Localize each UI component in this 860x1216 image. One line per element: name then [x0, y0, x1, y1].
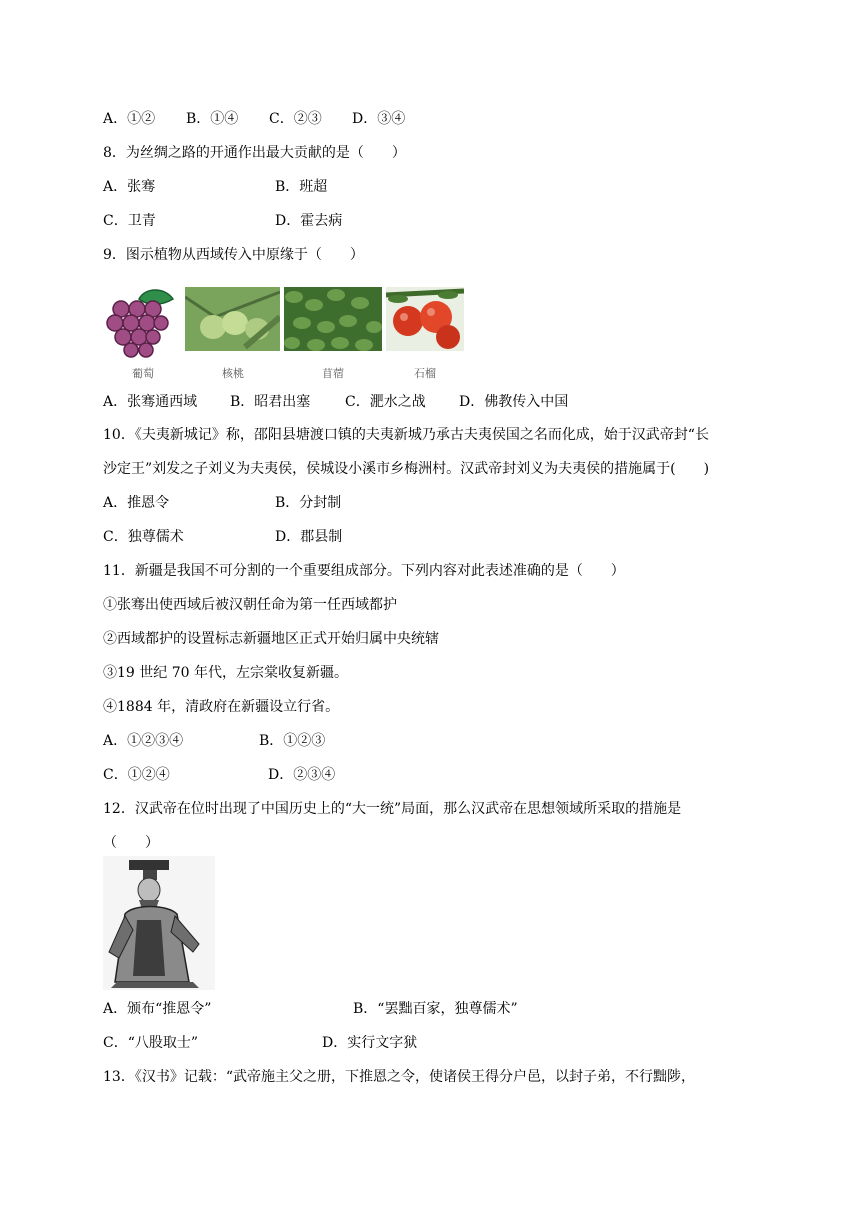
q9-stem: 9．图示植物从西域传入中原缘于（ ） — [103, 247, 364, 263]
q9-option-d: D．佛教传入中国 — [459, 394, 569, 410]
caption-walnut: 核桃 — [222, 367, 244, 380]
q8-option-c: C．卫青 — [103, 213, 156, 229]
q10-option-a: A．推恩令 — [103, 495, 170, 511]
q11-statement-3: ③19 世纪 70 年代，左宗棠收复新疆。 — [103, 665, 348, 681]
q12-option-c: C．“八股取士” — [103, 1035, 199, 1051]
q10-stem-line-2: 沙定王”刘发之子刘义为夫夷侯，侯城设小溪市乡梅洲村。汉武帝封刘义为夫夷侯的措施属于( ) — [103, 461, 710, 477]
q11-statement-1: ①张骞出使西域后被汉朝任命为第一任西域都护 — [103, 597, 397, 613]
q9-option-b: B．昭君出塞 — [230, 394, 311, 410]
walnut-image — [185, 287, 280, 351]
caption-pomegranate: 石榴 — [414, 367, 436, 380]
q9-option-c: C．淝水之战 — [345, 394, 426, 410]
q12-stem-line-1: 12．汉武帝在位时出现了中国历史上的“大一统”局面，那么汉武帝在思想领域所采取的措施是 — [103, 801, 682, 817]
q8-option-d: D．霍去病 — [275, 213, 343, 229]
alfalfa-image — [284, 287, 382, 351]
q7-option-d: D．③④ — [352, 111, 406, 127]
q12-option-b: B．“罢黜百家，独尊儒术” — [353, 1001, 518, 1017]
q11-statement-4: ④1884 年，清政府在新疆设立行省。 — [103, 699, 340, 715]
q8-option-b: B．班超 — [275, 179, 328, 195]
q10-option-b: B．分封制 — [275, 495, 342, 511]
caption-alfalfa: 苜蓿 — [322, 367, 344, 380]
q8-option-a: A．张骞 — [103, 179, 156, 195]
q8-stem: 8．为丝绸之路的开通作出最大贡献的是（ ） — [103, 145, 406, 161]
q7-option-c: C．②③ — [269, 111, 322, 127]
q12-stem-line-2: （ ） — [103, 835, 159, 851]
q10-option-d: D．郡县制 — [275, 529, 343, 545]
q11-option-b: B．①②③ — [259, 733, 326, 749]
q11-option-a: A．①②③④ — [103, 733, 184, 749]
q9-option-a: A．张骞通西域 — [103, 394, 198, 410]
q12-option-a: A．颁布“推恩令” — [103, 1001, 212, 1017]
q7-option-b: B．①④ — [186, 111, 239, 127]
q11-statement-2: ②西域都护的设置标志新疆地区正式开始归属中央统辖 — [103, 631, 439, 647]
q7-option-a: A．①② — [103, 111, 156, 127]
q12-option-d: D．实行文字狱 — [322, 1035, 418, 1051]
q11-stem: 11．新疆是我国不可分割的一个重要组成部分。下列内容对此表述准确的是（ ） — [103, 563, 625, 579]
emperor-wu-portrait — [103, 856, 215, 990]
grape-image — [103, 287, 183, 351]
q10-stem-line-1: 10．《夫夷新城记》称，邵阳县塘渡口镇的夫夷新城乃承古夫夷侯国之名而化成，始于汉武帝封“长 — [103, 427, 709, 443]
q11-option-c: C．①②④ — [103, 767, 170, 783]
caption-grape: 葡萄 — [132, 367, 154, 380]
q11-option-d: D．②③④ — [268, 767, 336, 783]
q13-stem-line-1: 13．《汉书》记载：“武帝施主父之册，下推恩之令，使诸侯王得分户邑，以封子弟，不行黜陟， — [103, 1069, 695, 1085]
pomegranate-image — [386, 287, 464, 351]
q10-option-c: C．独尊儒术 — [103, 529, 184, 545]
